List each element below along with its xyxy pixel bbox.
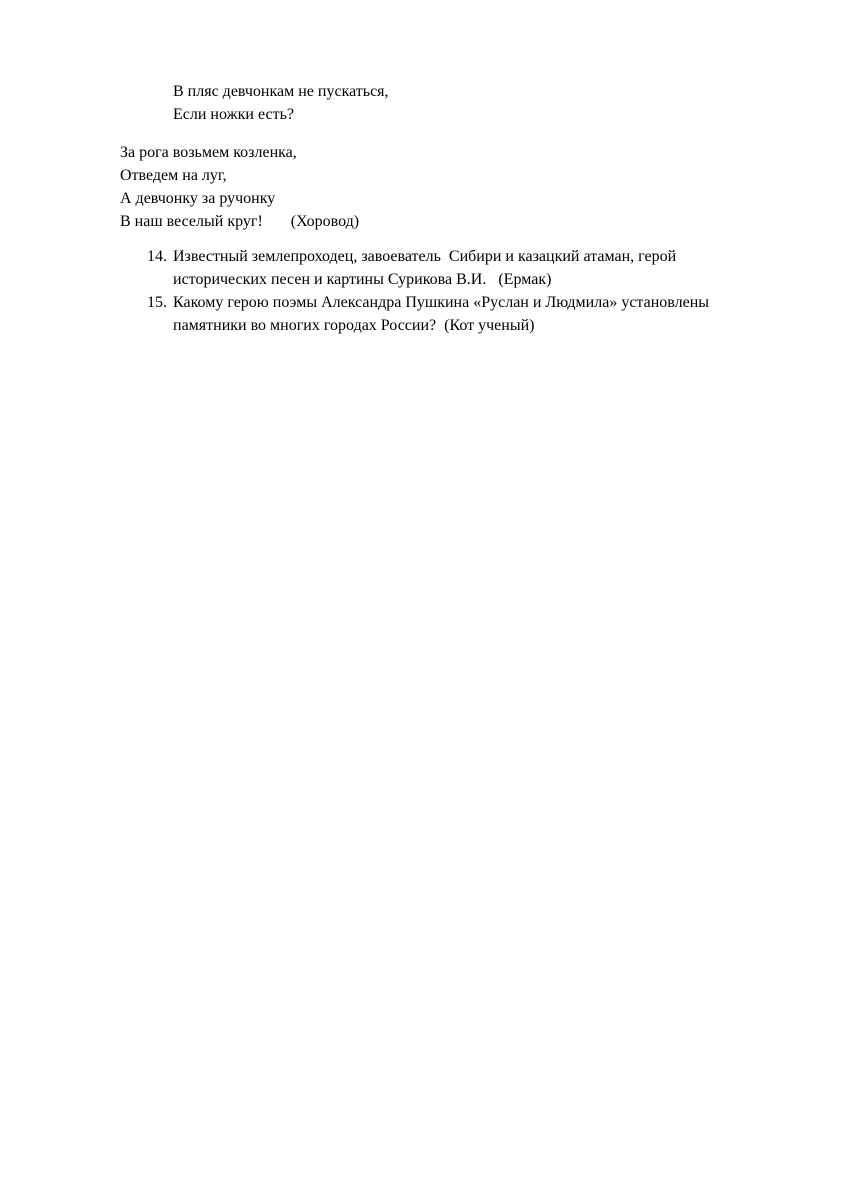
question-number: 14. bbox=[147, 248, 167, 265]
question-text-line: Какому герою поэмы Александра Пушкина «Руслан и Людмила» установлены bbox=[173, 294, 710, 311]
verse-line: В наш веселый круг! (Хоровод) bbox=[120, 213, 360, 230]
verse-line: А девчонку за ручонку bbox=[120, 190, 276, 207]
question-text-line: памятники во многих городах России? (Кот ученый) bbox=[173, 317, 535, 334]
question-text-line: Известный землепроходец, завоеватель Сибири и казацкий атаман, герой bbox=[173, 248, 677, 265]
verse-line: За рога возьмем козленка, bbox=[120, 144, 297, 161]
verse-line: Если ножки есть? bbox=[173, 106, 294, 123]
question-text-line: исторических песен и картины Сурикова В.И. (Ермак) bbox=[173, 271, 552, 288]
verse-line: В пляс девчонкам не пускаться, bbox=[173, 83, 389, 100]
verse-line: Отведем на луг, bbox=[120, 167, 227, 184]
question-number: 15. bbox=[147, 294, 167, 311]
